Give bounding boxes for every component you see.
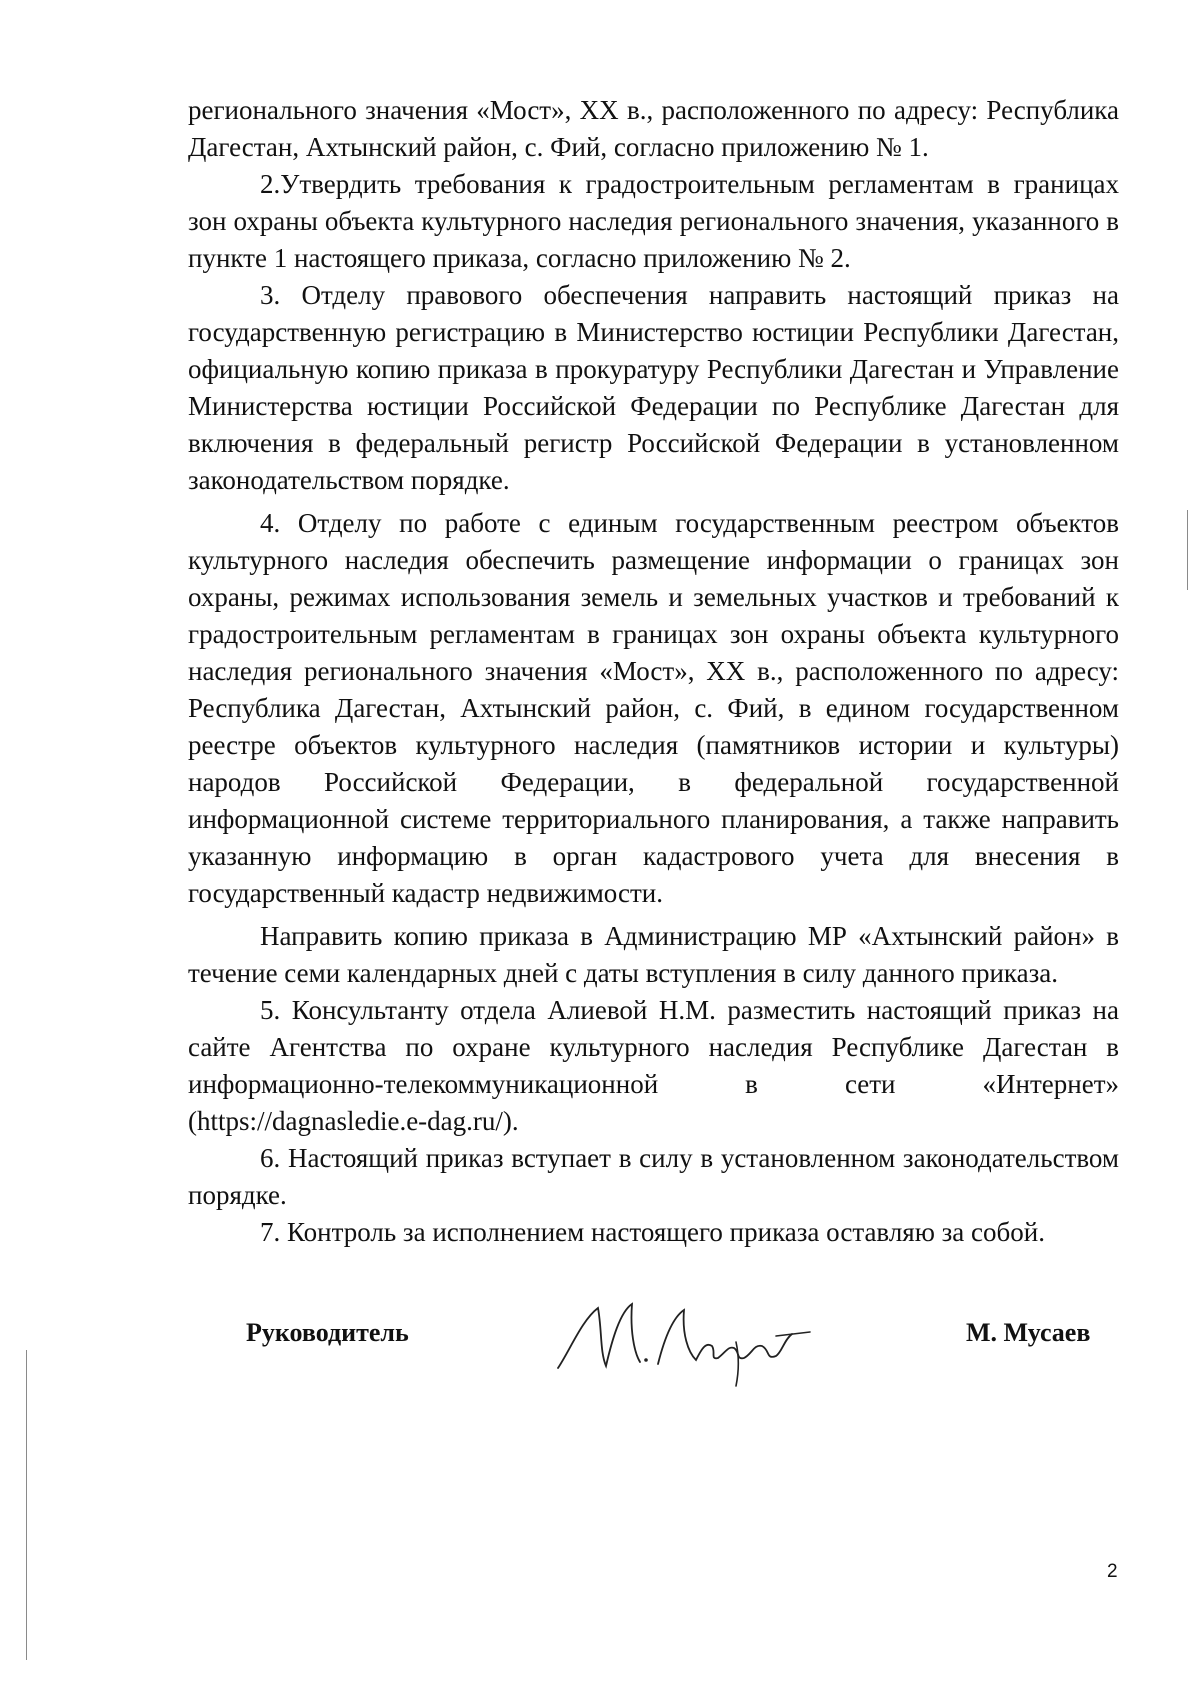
page-number: 2 xyxy=(1107,1561,1118,1582)
scan-edge-line xyxy=(1187,510,1188,590)
document-body xyxy=(188,92,1119,1251)
paragraph-item-3: 3. Отделу правового обеспечения направить настоящий приказ на государственную регистрацию в Министерство юстиции Республики Дагестан, официальную копию приказа в прокуратуру Республики Дагестан и Управление Министерства юстиции Российской Федерации по Республике Дагестан для включения в федеральный регистр Российской Федерации в установленном законодательством порядке. xyxy=(188,280,1119,495)
signature-block xyxy=(0,1290,1200,1380)
signer-role: Руководитель xyxy=(246,1318,409,1347)
paragraph-item-5: 5. Консультанту отдела Алиевой Н.М. разместить настоящий приказ на сайте Агентства по охране культурного наследия Республике Дагестан в информационно-телекоммуникационной в сети «Интернет» (https://dagnasledie.e-dag.ru/). xyxy=(188,995,1119,1136)
paragraph-item-4-copy: Направить копию приказа в Администрацию МР «Ахтынский район» в течение семи календарных дней с даты вступления в силу данного приказа. xyxy=(188,921,1119,988)
signer-name: М. Мусаев xyxy=(966,1318,1091,1347)
handwritten-signature xyxy=(540,1290,820,1390)
paragraph-item-7: 7. Контроль за исполнением настоящего приказа оставляю за собой. xyxy=(260,1217,1045,1247)
scan-edge-line xyxy=(26,1350,27,1660)
paragraph-item-6: 6. Настоящий приказ вступает в силу в установленном законодательством порядке. xyxy=(188,1143,1119,1210)
paragraph-continuation: регионального значения «Мост», XX в., расположенного по адресу: Республика Дагестан, Ахтынский район, с. Фий, согласно приложению № 1. xyxy=(188,95,1119,162)
paragraph-item-4: 4. Отделу по работе с единым государственным реестром объектов культурного наследия обеспечить размещение информации о границах зон охраны, режимах использования земель и земельных участков и требований к градостроительным регламентам в границах зон охраны объекта культурного наследия регионального значения «Мост», XX в., расположенного по адресу: Республика Дагестан, Ахтынский район, с. Фий, в едином государственном реестре объектов культурного наследия (памятников истории и культуры) народов Российской Федерации, в федеральной государственной информационной системе территориального планирования, а также направить указанную информацию в орган кадастрового учета для внесения в государственный кадастр недвижимости. xyxy=(188,508,1119,908)
paragraph-item-2: 2.Утвердить требования к градостроительным регламентам в границах зон охраны объекта культурного наследия регионального значения, указанного в пункте 1 настоящего приказа, согласно приложению № 2. xyxy=(188,169,1119,273)
